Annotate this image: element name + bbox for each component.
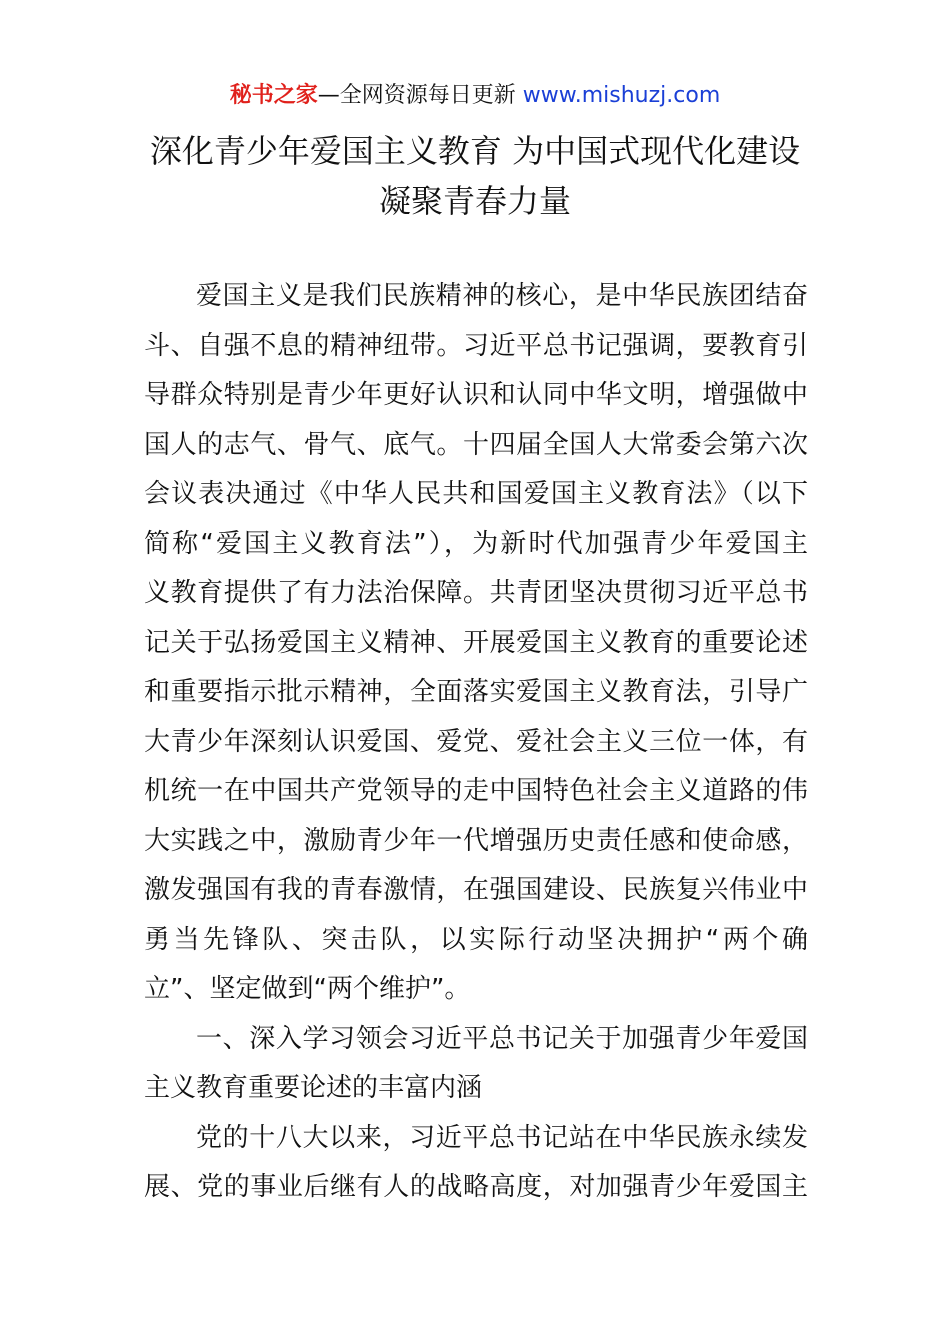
- site-brand: 秘书之家: [229, 83, 318, 108]
- paragraph-line: 简称“爱国主义教育法”），为新时代加强青少年爱国主: [144, 528, 808, 559]
- document-body: [144, 272, 808, 1213]
- title-line-2: 凝聚青春力量: [378, 182, 571, 220]
- paragraph-line: 国人的志气、骨气、底气。十四届全国人大常委会第六次: [144, 429, 808, 460]
- paragraph-line: 勇当先锋队、突击队，以实际行动坚决拥护“两个确: [144, 924, 808, 955]
- paragraph-line: 激发强国有我的青春激情，在强国建设、民族复兴伟业中: [144, 875, 808, 905]
- paragraph-line: 记关于弘扬爱国主义精神、开展爱国主义教育的重要论述: [144, 627, 808, 658]
- site-url: www.mishuzj.com: [522, 83, 721, 108]
- site-header: [0, 80, 950, 112]
- section-heading-line: 主义教育重要论述的丰富内涵: [144, 1073, 483, 1103]
- paragraph-line: 导群众特别是青少年更好认识和认同中华文明，增强做中: [144, 380, 808, 410]
- paragraph-line: 大青少年深刻认识爱国、爱党、爱社会主义三位一体，有: [144, 726, 808, 757]
- title-line-1: 深化青少年爱国主义教育 为中国式现代化建设: [149, 132, 801, 170]
- paragraph-line: 斗、自强不息的精神纽带。习近平总书记强调，要教育引: [144, 330, 808, 361]
- site-tagline: —全网资源每日更新: [317, 83, 516, 108]
- paragraph-line: 会议表决通过《中华人民共和国爱国主义教育法》（以下: [144, 479, 808, 509]
- paragraph-line: 义教育提供了有力法治保障。共青团坚决贯彻习近平总书: [144, 578, 808, 608]
- paragraph-line: 立”、坚定做到“两个维护”。: [144, 974, 471, 1004]
- paragraph-line: 展、党的事业后继有人的战略高度，对加强青少年爱国主: [144, 1172, 808, 1202]
- paragraph-line: 大实践之中，激励青少年一代增强历史责任感和使命感，: [144, 825, 808, 856]
- paragraph-line: 爱国主义是我们民族精神的核心，是中华民族团结奋: [196, 281, 808, 311]
- paragraph-line: 机统一在中国共产党领导的走中国特色社会主义道路的伟: [144, 776, 808, 806]
- paragraph-line: 和重要指示批示精神，全面落实爱国主义教育法，引导广: [144, 677, 808, 707]
- document-title: [0, 126, 950, 226]
- paragraph-line: 党的十八大以来，习近平总书记站在中华民族永续发: [196, 1122, 808, 1153]
- section-heading-line: 一、深入学习领会习近平总书记关于加强青少年爱国: [196, 1023, 808, 1054]
